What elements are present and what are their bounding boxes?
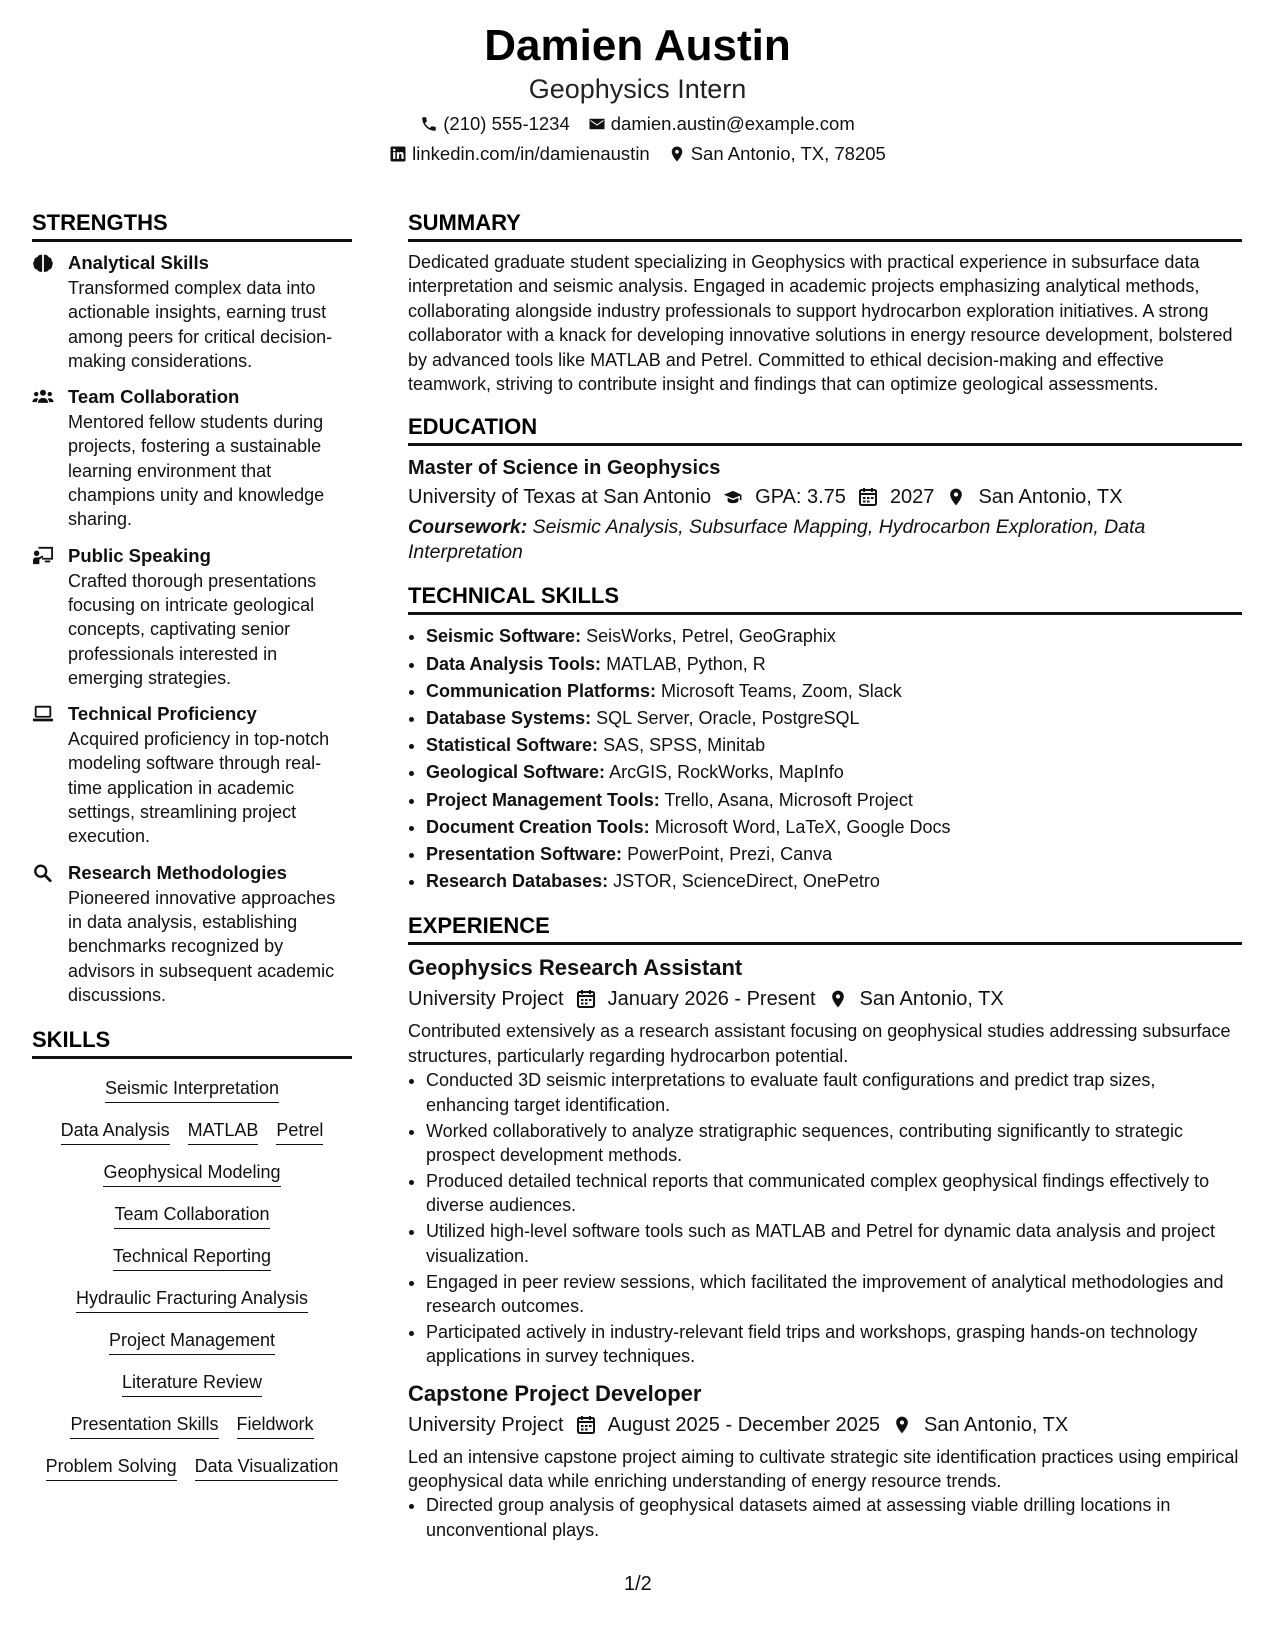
resume-header [0,20,1275,166]
coursework-label: Coursework: [408,516,528,539]
list-item: • Database Systems: SQL Server, Oracle, PostgreSQL [426,705,1242,732]
job-summary: Led an intensive capstone project aiming to cultivate strategic site identification practices using empirical geophysical data while enriching understanding of energy resource trends. [408,1446,1239,1492]
skill-tag: MATLAB [188,1117,259,1145]
users-icon [32,387,54,407]
list-item: • Data Analysis Tools: MATLAB, Python, R [426,651,1242,678]
list-item: • Seismic Software: SeisWorks, Petrel, GeoGraphix [426,623,1242,650]
strength-item [32,384,352,531]
education-location: San Antonio, TX [978,486,1123,509]
calendar-icon [576,989,596,1009]
job-dates: August 2025 - December 2025 [607,1413,881,1436]
technical-skills-section [408,581,1242,895]
skill-tag: Literature Review [122,1369,262,1397]
technical-skills-heading: TECHNICAL SKILLS [408,581,1242,615]
phone-icon [420,115,438,133]
map-pin-icon [946,487,966,507]
calendar-icon [858,487,878,507]
right-column [408,208,1242,1558]
list-item: • Utilized high-level software tools such as MATLAB and Petrel for dynamic data analysis and project visualization. [426,1219,1242,1268]
candidate-role: Geophysics Intern [528,74,747,104]
map-pin-icon [892,1415,912,1435]
linkedin-contact[interactable] [389,142,650,166]
strength-title: Public Speaking [68,544,211,566]
job-location: San Antonio, TX [859,988,1004,1011]
phone-text: (210) 555-1234 [443,113,570,134]
location-contact [668,142,886,166]
job-meta [408,1409,1242,1441]
linkedin-text: linkedin.com/in/damienaustin [412,143,650,164]
list-item: • Conducted 3D seismic interpretations to evaluate fault configurations and predict trap sizes, enhancing target identification. [426,1068,1242,1117]
job-org: University Project [408,1413,564,1436]
skill-tag: Geophysical Modeling [103,1159,280,1187]
graduation-year: 2027 [889,486,935,509]
experience-section [408,911,1242,1542]
strength-item [32,250,352,373]
list-item: • Geological Software: ArcGIS, RockWorks, MapInfo [426,759,1242,786]
list-item: • Communication Platforms: Microsoft Teams, Zoom, Slack [426,678,1242,705]
list-item: • Document Creation Tools: Microsoft Word, LaTeX, Google Docs [426,814,1242,841]
brain-icon [32,253,54,273]
skill-tag: Presentation Skills [70,1411,218,1439]
list-item: • Directed group analysis of geophysical datasets aimed at assessing viable drilling locations in unconventional plays. [426,1493,1242,1542]
education-meta [408,482,1242,512]
skill-tag: Technical Reporting [113,1243,271,1271]
presenter-icon [32,546,54,566]
degree-title: Master of Science in Geophysics [408,457,721,480]
left-column [32,208,352,1495]
technical-skills-list [408,623,1242,895]
job-meta [408,983,1242,1015]
coursework [408,515,1242,565]
strength-item [32,701,352,848]
skill-tag: Problem Solving [46,1453,177,1481]
phone-contact[interactable] [420,112,570,136]
summary-section [408,208,1242,396]
job-entry [408,1379,1242,1543]
email-text: damien.austin@example.com [610,113,855,134]
job-dates: January 2026 - Present [607,988,816,1011]
list-item: • Produced detailed technical reports that communicated complex geophysical findings effectively to diverse audiences. [426,1169,1242,1218]
list-item: • Participated actively in industry-relevant field trips and workshops, grasping hands-on technology applications in survey techniques. [426,1320,1242,1369]
strength-title: Team Collaboration [68,386,240,408]
skill-tag: Team Collaboration [114,1201,269,1229]
skill-tag: Seismic Interpretation [105,1075,279,1103]
job-bullets [408,1493,1242,1542]
strength-description: Acquired proficiency in top-notch modeling software through real-time application in academic settings, streamlining project execution. [68,729,330,847]
job-entry [408,953,1242,1368]
skill-tag: Petrel [276,1117,323,1145]
strength-title: Analytical Skills [68,252,209,273]
strengths-heading: STRENGTHS [32,208,352,242]
page-number: 1/2 [624,1573,652,1595]
strength-description: Pioneered innovative approaches in data analysis, establishing benchmarks recognized by advisors in subsequent academic discussions. [68,887,336,1005]
skill-tag: Data Analysis [61,1117,170,1145]
graduation-cap-icon [723,487,743,507]
skill-tag: Fieldwork [237,1411,314,1439]
education-section [408,412,1242,565]
list-item: • Research Databases: JSTOR, ScienceDirect, OnePetro [426,868,1242,895]
job-org: University Project [408,988,564,1011]
contact-row-1 [0,112,1275,136]
strength-description: Crafted thorough presentations focusing on intricate geological concepts, captivating senior professionals interested in emerging strategies. [68,570,317,688]
strength-description: Transformed complex data into actionable insights, earning trust among peers for critical decision-making considerations. [68,278,333,371]
skills-section [32,1025,352,1481]
location-text: San Antonio, TX, 78205 [690,143,886,164]
skill-tag: Hydraulic Fracturing Analysis [76,1285,308,1313]
contact-row-2 [0,142,1275,166]
strength-description: Mentored fellow students during projects, fostering a sustainable learning environment that champions unity and knowledge sharing. [68,412,325,530]
list-item: • Engaged in peer review sessions, which facilitated the improvement of analytical methodologies and research outcomes. [426,1270,1242,1319]
skill-tag: Project Management [109,1327,275,1355]
map-pin-icon [668,145,686,163]
experience-heading: EXPERIENCE [408,911,1242,945]
list-item: • Statistical Software: SAS, SPSS, Minitab [426,732,1242,759]
school-name: University of Texas at San Antonio [408,486,712,509]
skill-tag: Data Visualization [195,1453,339,1481]
strength-title: Technical Proficiency [68,703,257,725]
summary-heading: SUMMARY [408,208,1242,242]
envelope-icon [588,115,606,133]
linkedin-icon [389,145,407,163]
coursework-list: Seismic Analysis, Subsurface Mapping, Hydrocarbon Exploration, Data Interpretation [408,516,1146,564]
job-title: Capstone Project Developer [408,1380,702,1406]
job-bullets [408,1068,1242,1368]
job-location: San Antonio, TX [924,1413,1069,1436]
calendar-icon [576,1415,596,1435]
candidate-name: Damien Austin [484,21,791,70]
laptop-icon [32,704,54,724]
strength-item [32,543,352,690]
education-heading: EDUCATION [408,412,1242,446]
list-item: • Project Management Tools: Trello, Asana, Microsoft Project [426,787,1242,814]
map-pin-icon [828,989,848,1009]
list-item: • Worked collaboratively to analyze stratigraphic sequences, contributing significantly to strategic prospect development methods. [426,1119,1242,1168]
skills-heading: SKILLS [32,1025,352,1059]
list-item: • Presentation Software: PowerPoint, Prezi, Canva [426,841,1242,868]
email-contact[interactable] [588,112,855,136]
gpa-text: GPA: 3.75 [755,486,846,509]
job-summary: Contributed extensively as a research assistant focusing on geophysical studies addressing subsurface structures, particularly regarding hydrocarbon potential. [408,1021,1231,1066]
summary-text: Dedicated graduate student specializing in Geophysics with practical experience in subsurface data interpretation and seismic analysis. Engaged in academic projects emphasizing analytical methods, collaborating alongside industry professionals to support hydrocarbon exploration initiatives. A strong collaborator with a knack for developing innovative solutions in energy resource development, bolstered by advanced tools like MATLAB and Petrel. Committed to ethical decision-making and effective teamwork, striving to contribute insight and findings that can optimize geological assessments. [408,252,1233,395]
strength-title: Research Methodologies [68,861,287,883]
strength-item [32,860,352,1007]
search-icon [32,863,54,883]
job-title: Geophysics Research Assistant [408,955,743,981]
